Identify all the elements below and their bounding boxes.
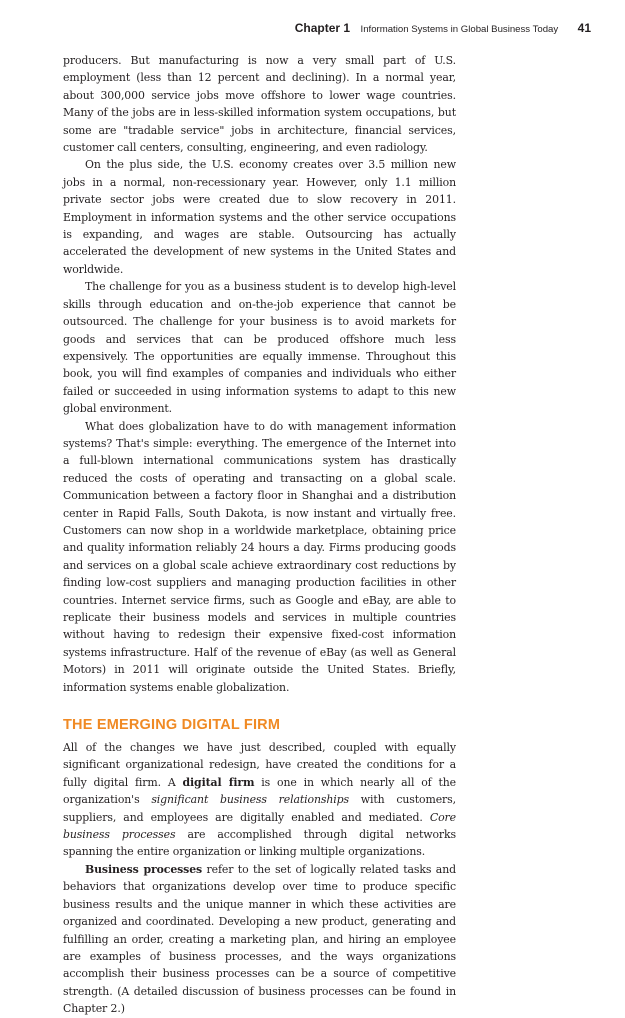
text-run: refer to the set of logically related tasks and behaviors that organizations develop over time to produce specific business results and the unique manner in which these activities are organized and coordinated. Developing a new product, generating and fulfilling an order, creating a marketing plan, and hiring an employee are examples of business processes, and the ways organizations accomplish their business processes can be a source of competitive strength. (A detailed discussion of business processes can be found in Chapter 2.) [63, 862, 456, 1016]
key-term-digital-firm: digital firm [182, 775, 255, 789]
paragraph-challenge: The challenge for you as a business student is to develop high-level skills through education and on-the-job experience that cannot be outsourced. The challenge for your business is to avoid markets for goods and services that can be produced offshore much less expensively. The opportunities are equally immense. Throughout this book, you will find examples of companies and individuals who either failed or succeeded in using information systems to adapt to this new global environment. [63, 280, 456, 416]
text-run: with customers, suppliers, and employees are digitally enabled and mediated. [63, 793, 456, 824]
header-chapter-label: Chapter 1 [294, 21, 351, 35]
header-chapter-title: Information Systems in Global Business Today [360, 24, 559, 35]
paragraph-economy: On the plus side, the U.S. economy creates over 3.5 million new jobs in a normal, non-recessionary year. However, only 1.1 million private sector jobs were created due to slow recovery in 2011. Employment in information systems and the other service occupations is expanding, and wages are stable. Outsourcing has actually accelerated the development of new systems in the United States and worldwide. [63, 158, 456, 276]
section-heading: THE EMERGING DIGITAL FIRM [63, 717, 281, 734]
paragraph-globalization: What does globalization have to do with management information systems? That's simple: everything. The emergence of the Internet into a full-blown international communications system has drastically reduced the costs of operating and transacting on a global scale. Communication between a factory floor in Shanghai and a distribution center in Rapid Falls, South Dakota, is now instant and virtually free. Customers can now shop in a worldwide marketplace, obtaining price and quality information reliably 24 hours a day. Firms producing goods and services on a global scale achieve extraordinary cost reductions by finding low-cost suppliers and managing production facilities in other countries. Internet service firms, such as Google and eBay, are able to replicate their business models and services in multiple countries without having to redesign their expensive fixed-cost information systems infrastructure. Half of the revenue of eBay (as well as General Motors) in 2011 will originate outside the United States. Briefly, information systems enable globalization. [63, 419, 456, 694]
body-text-column [63, 52, 456, 1018]
paragraph-business-processes [63, 861, 456, 1018]
text-run: is one in which nearly all of the organization's [63, 775, 456, 807]
key-term-business-processes: Business processes [85, 862, 203, 876]
running-header [60, 21, 591, 37]
text-run: are accomplished through digital networks spanning the entire organization or linking multiple organizations. [63, 828, 456, 859]
emphasis-core-processes: Core business processes [63, 810, 456, 842]
page-number: 41 [577, 21, 591, 35]
paragraph-continued: producers. But manufacturing is now a very small part of U.S. employment (less than 12 percent and declining). In a normal year, about 300,000 service jobs move offshore to lower wage countries. Many of the jobs are in less-skilled information system occupations, but some are "tradable service" jobs in architecture, financial services, customer call centers, consulting, engineering, and even radiology. [63, 54, 456, 155]
emphasis-relationships: significant business relationships [151, 793, 350, 807]
text-run: All of the changes we have just described, coupled with equally significant organizational redesign, have created the conditions for a fully digital firm. A [63, 741, 456, 789]
